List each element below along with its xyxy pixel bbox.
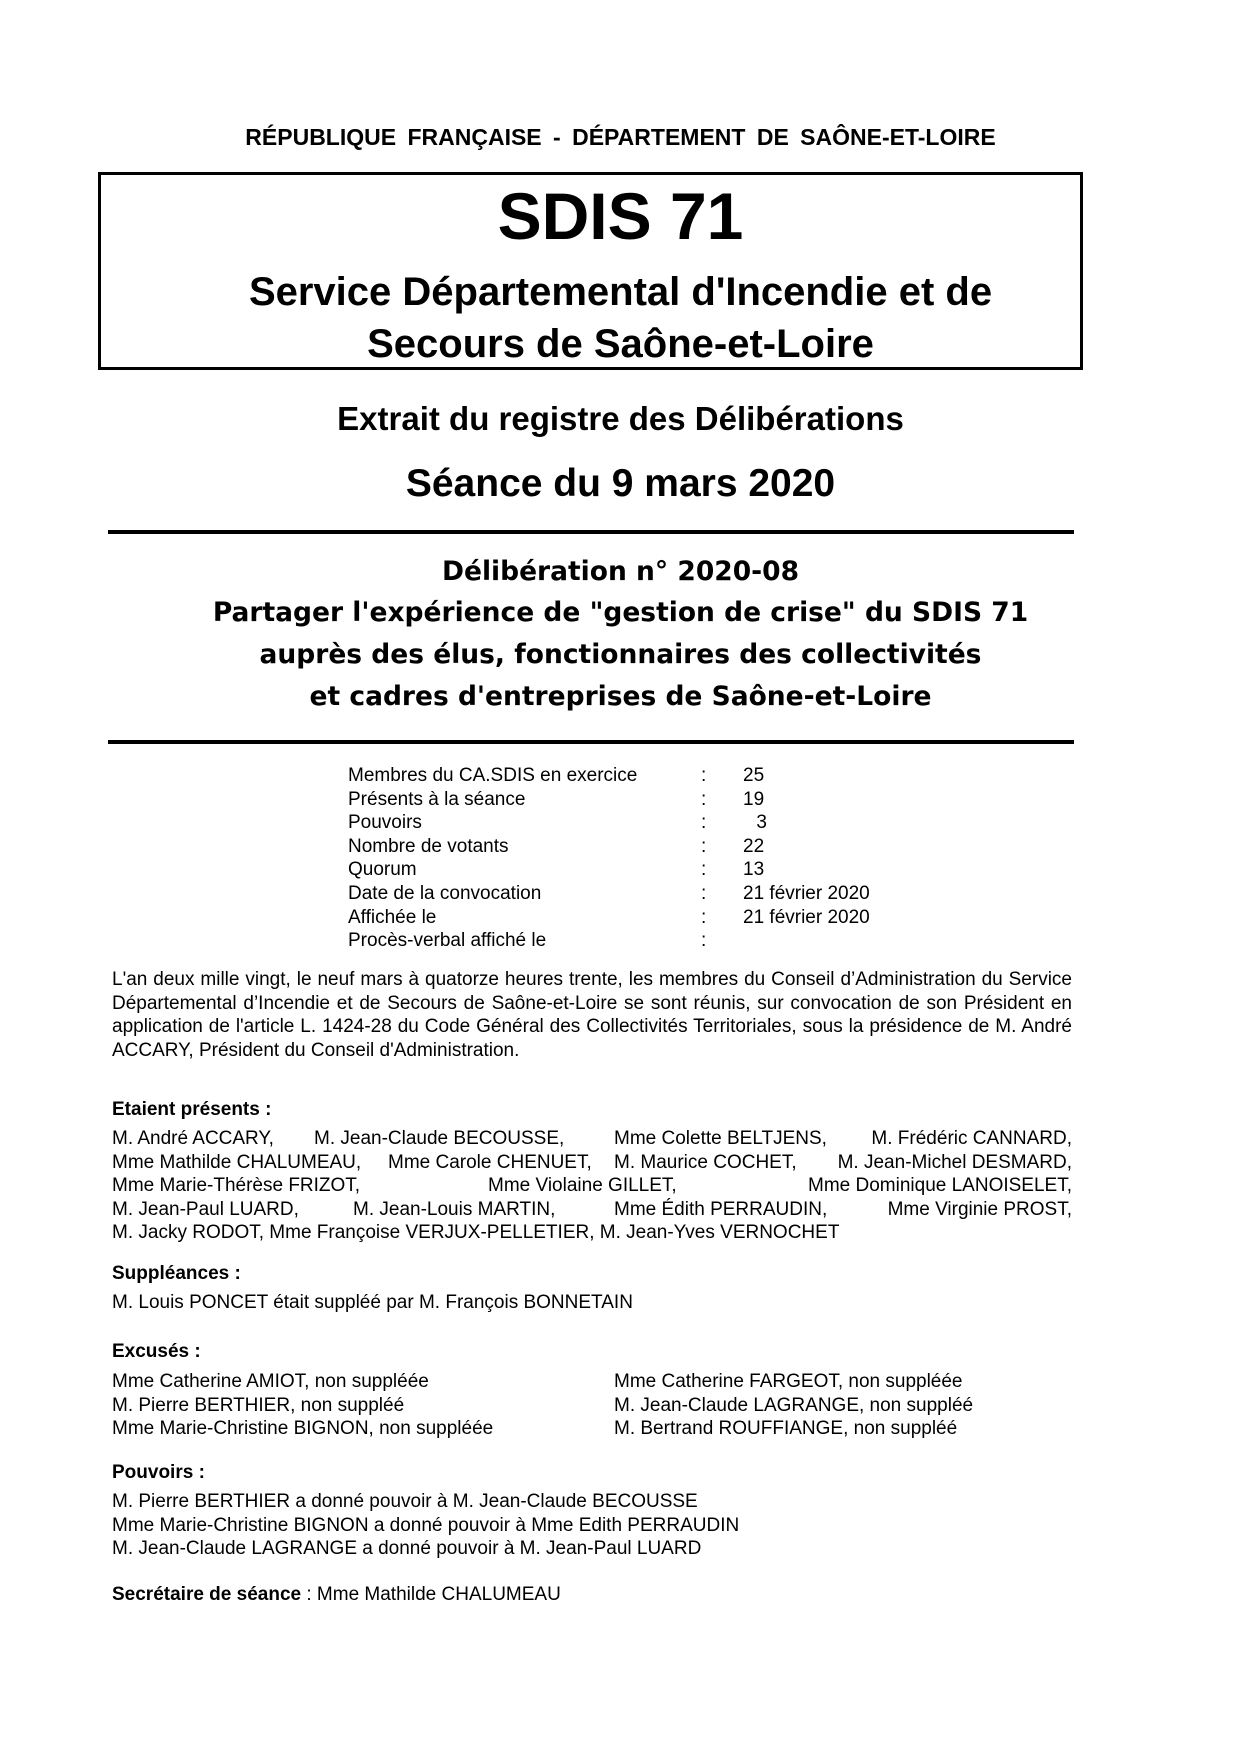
stats-colon: : <box>701 906 707 928</box>
secretaire-value: : Mme Mathilde CHALUMEAU <box>301 1584 561 1605</box>
presents-title: Etaient présents : <box>112 1099 272 1120</box>
stats-label: Nombre de votants <box>348 835 509 857</box>
stats-value: 25 <box>743 765 765 786</box>
excused-member: M. Pierre BERTHIER, non suppléé <box>112 1394 405 1416</box>
presents-row <box>112 1127 1072 1151</box>
stats-colon: : <box>701 930 707 952</box>
presents-row <box>112 1221 1072 1245</box>
excuses-row <box>112 1394 1072 1418</box>
secretaire-line <box>112 1584 561 1606</box>
secretaire-label: Secrétaire de séance <box>112 1584 302 1605</box>
stats-colon: : <box>701 788 707 810</box>
excused-member: Mme Catherine FARGEOT, non suppléée <box>614 1371 963 1392</box>
member-name: M. Jean-Claude BECOUSSE, <box>314 1128 565 1149</box>
member-name: Mme Édith PERRAUDIN, <box>614 1198 828 1220</box>
member-name: Mme Marie-Thérèse FRIZOT, <box>112 1175 361 1197</box>
stats-colon: : <box>701 812 707 834</box>
pouvoirs-list <box>112 1490 1072 1561</box>
presents-list <box>112 1127 1072 1245</box>
deliberation-title-line3: et cadres d'entreprises de Saône-et-Loire <box>309 681 932 712</box>
excuses-row <box>112 1370 1072 1394</box>
excused-member: M. Jean-Claude LAGRANGE, non suppléé <box>614 1394 974 1416</box>
member-name: M. Jean-Paul LUARD, <box>112 1198 299 1220</box>
stats-value: 21 février 2020 <box>743 882 870 904</box>
member-name: Mme Mathilde CHALUMEAU, <box>112 1151 362 1173</box>
stats-row <box>348 788 908 812</box>
stats-label: Quorum <box>348 859 417 881</box>
pouvoirs-title: Pouvoirs : <box>112 1462 205 1483</box>
pouvoir-line: Mme Marie-Christine BIGNON a donné pouvoir à Mme Edith PERRAUDIN <box>112 1514 740 1536</box>
service-name-line2: Secours de Saône-et-Loire <box>367 322 874 366</box>
member-name: M. Jean-Michel DESMARD, <box>837 1151 1072 1173</box>
suppleances-title: Suppléances : <box>112 1263 241 1284</box>
excuses-row <box>112 1417 1072 1441</box>
divider-bottom <box>108 740 1074 744</box>
divider-top <box>108 530 1074 534</box>
stats-row <box>348 858 908 882</box>
member-name: M. Jacky RODOT, Mme Françoise VERJUX-PELLETIER, M. Jean-Yves VERNOCHET <box>112 1222 840 1244</box>
stats-colon: : <box>701 835 707 857</box>
stats-colon: : <box>701 765 707 786</box>
stats-label: Date de la convocation <box>348 882 542 904</box>
member-name: M. Jean-Louis MARTIN, <box>353 1198 556 1220</box>
stats-row <box>348 764 908 788</box>
service-name-line1: Service Départemental d'Incendie et de <box>248 270 993 314</box>
stats-table <box>348 764 908 953</box>
pouvoir-line: M. Pierre BERTHIER a donné pouvoir à M. Jean-Claude BECOUSSE <box>112 1491 698 1512</box>
suppleances-text: M. Louis PONCET était suppléé par M. François BONNETAIN <box>112 1292 633 1313</box>
stats-value: 22 <box>743 835 765 857</box>
extrait-heading: Extrait du registre des Délibérations <box>337 400 904 437</box>
member-name: M. Frédéric CANNARD, <box>871 1128 1072 1149</box>
stats-row <box>348 906 908 930</box>
deliberation-title-line2: auprès des élus, fonctionnaires des collectivités <box>259 639 982 670</box>
excused-member: Mme Catherine AMIOT, non suppléée <box>112 1371 429 1392</box>
pouvoir-line: M. Jean-Claude LAGRANGE a donné pouvoir à M. Jean-Paul LUARD <box>112 1538 702 1560</box>
excuses-list <box>112 1370 1072 1441</box>
intro-paragraph: L'an deux mille vingt, le neuf mars à quatorze heures trente, les membres du Conseil d’Administration du Service Départemental d’Incendie et de Secours de Saône-et-Loire se sont réunis, sur convocation de son Président en application de l'article L. 1424-28 du Code Général des Collectivités Territoriales, sous la présidence de M. André ACCARY, Président du Conseil d'Administration. <box>112 969 1072 1061</box>
deliberation-title-line1: Partager l'expérience de "gestion de crise" du SDIS 71 <box>212 597 1029 628</box>
stats-value: 21 février 2020 <box>743 906 870 928</box>
stats-row <box>348 882 908 906</box>
seance-date-heading: Séance du 9 mars 2020 <box>405 462 836 505</box>
presents-row <box>112 1174 1072 1198</box>
member-name: Mme Colette BELTJENS, <box>614 1128 827 1149</box>
excuses-title: Excusés : <box>112 1341 201 1362</box>
member-name: Mme Virginie PROST, <box>887 1198 1072 1220</box>
stats-label: Affichée le <box>348 906 437 928</box>
stats-row <box>348 835 908 859</box>
stats-value: 19 <box>743 788 765 810</box>
presents-row <box>112 1151 1072 1175</box>
member-name: M. André ACCARY, <box>112 1128 274 1149</box>
member-name: M. Maurice COCHET, <box>614 1151 797 1173</box>
stats-row <box>348 929 908 953</box>
excused-member: Mme Marie-Christine BIGNON, non suppléée <box>112 1418 494 1440</box>
stats-value: 3 <box>756 812 767 834</box>
member-name: Mme Carole CHENUET, <box>388 1151 592 1173</box>
stats-value: 13 <box>743 859 765 881</box>
member-name: Mme Violaine GILLET, <box>488 1175 677 1197</box>
sdis-title: SDIS 71 <box>497 179 744 253</box>
deliberation-number: Délibération n° 2020-08 <box>441 556 800 587</box>
stats-colon: : <box>701 882 707 904</box>
member-name: Mme Dominique LANOISELET, <box>808 1175 1072 1197</box>
stats-label: Membres du CA.SDIS en exercice <box>348 765 638 786</box>
stats-label: Présents à la séance <box>348 788 526 810</box>
presents-row <box>112 1198 1072 1222</box>
stats-colon: : <box>701 859 707 881</box>
stats-label: Pouvoirs <box>348 812 422 834</box>
stats-row <box>348 811 908 835</box>
republic-header: RÉPUBLIQUE FRANÇAISE - DÉPARTEMENT DE SAÔNE-ET-LOIRE <box>245 124 996 150</box>
stats-label: Procès-verbal affiché le <box>348 930 547 952</box>
excused-member: M. Bertrand ROUFFIANGE, non suppléé <box>614 1418 958 1440</box>
